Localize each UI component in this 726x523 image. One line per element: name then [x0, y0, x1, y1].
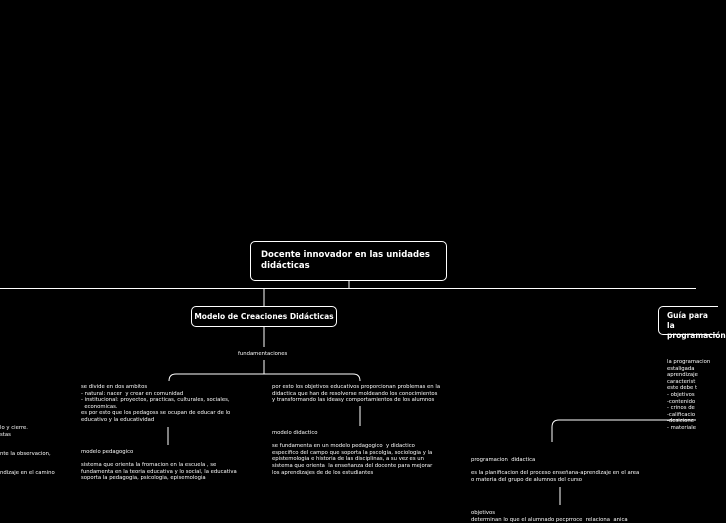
branch-modelo-creaciones[interactable]: Modelo de Creaciones Didácticas	[191, 306, 337, 327]
central-topic[interactable]: Docente innovador en las unidades didácticas	[250, 241, 447, 281]
left-fragment-c[interactable]: ndizaje en el camino	[0, 470, 55, 476]
topic-fundamentaciones[interactable]: fundamentaciones	[238, 351, 288, 357]
topic-objetivos[interactable]: objetivos determinan lo que el alumnado pecprroce relaciona anica	[471, 510, 628, 523]
topic-programacion-didactica[interactable]: programacion didactica es la planificacion del proceso enseñana-aprendizaje en el area o materia del grupo de alumnos del curso	[471, 457, 640, 483]
left-fragment-a[interactable]: lo y cierre. stas	[0, 425, 28, 438]
topic-ambitos[interactable]: se divide en dos ambitos - natural: nacer y crear en comunidad - institucional: proyectos, practicas, culturales, sociales, economicas. es por esto que los pedagoss se ocupan de educar de lo educativo y la educatividad	[81, 384, 231, 423]
topic-modelo-didactico[interactable]: modelo didactico se fundamenta en un modelo pedagogico y didactico especifico del campo que soporta la pscolgia, sociologia y la epistemologia e historia de las disciplinas, a su vez es un sistema que orienta la enseñanza del docente para mejorar los aprendizajes de de los estudiantes	[272, 430, 433, 476]
connector-fund-bracket	[169, 374, 360, 381]
topic-objetivos-educativos[interactable]: por esto los objetivos educativos proporcionan problemas en la didactica que han de resolverse moldeando los conocimientos y transformando las ideasy comportamientos de los alumnos	[272, 384, 441, 404]
topic-la-programacion[interactable]: la programacion estaligada aprendizaje caracterist este debe t - objetivos -contenido - crinos de -calificacio -desicione - materiale	[667, 359, 711, 431]
branch-guia-programacion[interactable]: Guía para la programación	[658, 306, 718, 335]
left-fragment-b[interactable]: nte la observacion,	[0, 451, 51, 457]
topic-modelo-pedagogico[interactable]: modelo pedagogico sistema que orienta la fromacion en la escuela , se fundamenta en la teoria educativa y lo social, la educativa soporta la pedagogia, psicologia, episemologia	[81, 449, 237, 482]
